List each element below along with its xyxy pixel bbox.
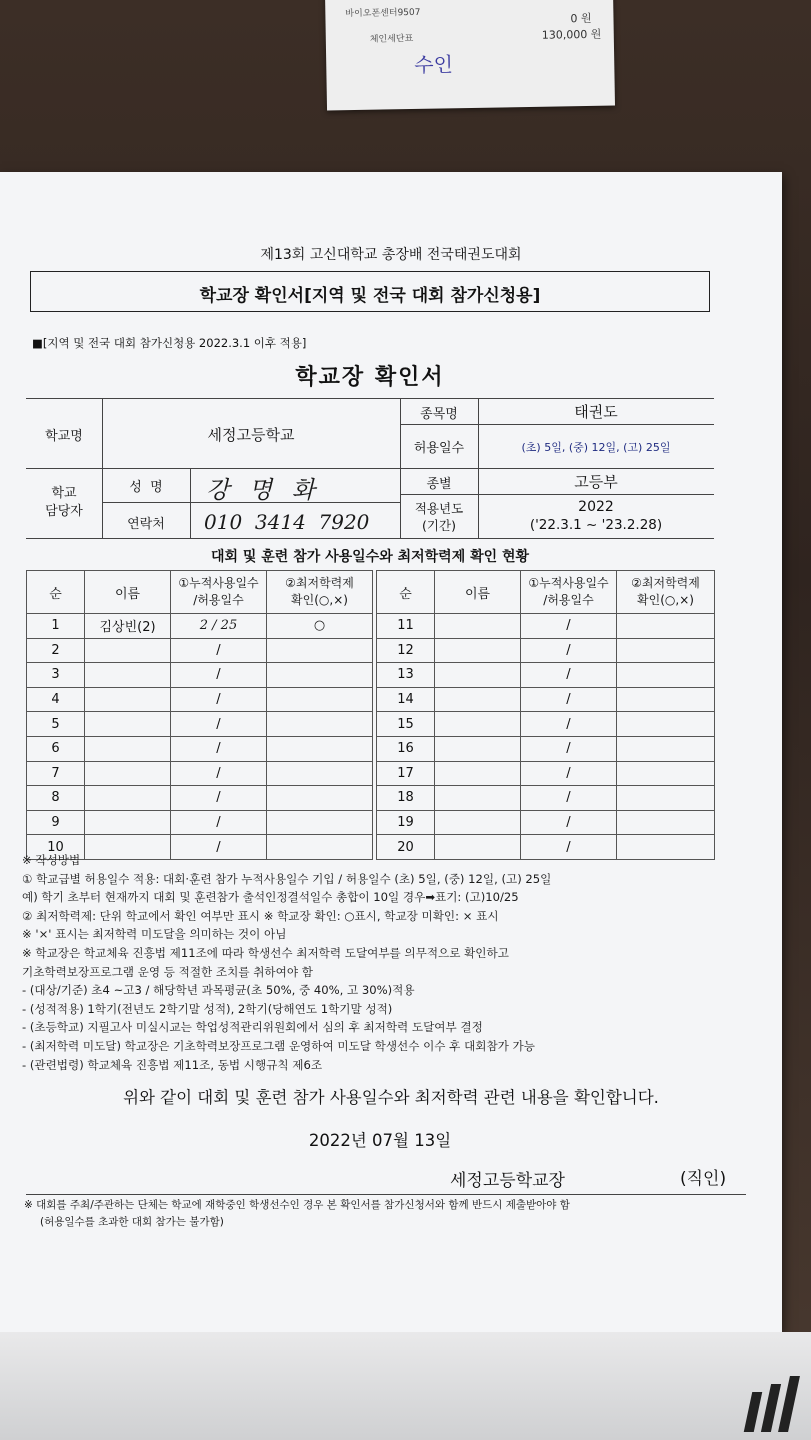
row-number: 19 (377, 810, 435, 835)
student-name (85, 663, 171, 688)
instruction-line: 기초학력보장프로그램 운영 등 적절한 조치를 취하여야 함 (22, 964, 313, 979)
name-label: 성 명 (129, 480, 163, 495)
division-value: 고등부 (574, 473, 618, 491)
academic-check (267, 736, 373, 761)
student-name (85, 835, 171, 860)
table-row (377, 835, 715, 860)
table-row (377, 736, 715, 761)
used-allowed-days: / (171, 638, 267, 663)
division-label: 종별 (426, 477, 452, 492)
table-row (27, 663, 373, 688)
row-number: 18 (377, 786, 435, 811)
student-name (85, 638, 171, 663)
period-value: ('22.3.1 ~ '23.2.28) (529, 517, 663, 533)
row-number: 7 (27, 761, 85, 786)
student-name (435, 663, 521, 688)
allowed-days-value: (초) 5일, (중) 12일, (고) 25일 (521, 441, 671, 454)
table-row (377, 810, 715, 835)
receipt-line-1: 바이오폰센터9507 (345, 7, 421, 20)
footer-note-2: (허용일수를 초과한 대회 참가는 불가함) (40, 1216, 224, 1228)
used-allowed-days: / (171, 687, 267, 712)
academic-check (267, 835, 373, 860)
col-header-days: ①누적사용일수 /허용일수 (171, 571, 267, 614)
manager-name-handwritten: 강 명 화 (206, 476, 321, 504)
used-allowed-days: / (171, 736, 267, 761)
instruction-line: - (대상/기준) 초4 ~고3 / 해당학년 과목평균(초 50%, 중 40%, 고 30%)적용 (22, 983, 415, 998)
row-number: 20 (377, 835, 435, 860)
receipt-slip (325, 0, 615, 111)
principal-name: 세정고등학교장 (450, 1171, 565, 1191)
row-number: 4 (27, 687, 85, 712)
allowed-days-label: 허용일수 (413, 441, 465, 456)
used-allowed-days: / (171, 712, 267, 737)
student-name (85, 761, 171, 786)
instruction-line: 예) 학기 초부터 현재까지 대회 및 훈련참가 출석인정결석일수 총합이 10일 경우➡표기: (고)10/25 (22, 890, 519, 905)
table-row (377, 638, 715, 663)
table-row (377, 786, 715, 811)
instruction-line: ※ 작성방법 (22, 853, 81, 867)
year-label: 적용년도 (기간) (414, 501, 464, 533)
used-allowed-days: / (521, 736, 617, 761)
academic-check (267, 687, 373, 712)
row-number: 14 (377, 687, 435, 712)
instruction-line: - (성적적용) 1학기(전년도 2학기말 성적), 2학기(당해연도 1학기말 성적) (22, 1001, 393, 1016)
table-row (377, 761, 715, 786)
table-row (377, 712, 715, 737)
academic-check (617, 638, 715, 663)
col-header-name: 이름 (85, 571, 171, 614)
used-allowed-days: / (521, 835, 617, 860)
student-name (85, 712, 171, 737)
row-number: 13 (377, 663, 435, 688)
row-number: 2 (27, 638, 85, 663)
academic-check (617, 736, 715, 761)
academic-check (617, 786, 715, 811)
used-allowed-days: / (521, 638, 617, 663)
row-number: 9 (27, 810, 85, 835)
year-value: 2022 (578, 499, 614, 515)
manager-label: 학교 담당자 (45, 486, 83, 519)
student-name (85, 810, 171, 835)
instruction-line: ② 최저학력제: 단위 학교에서 확인 여부만 표시 ※ 학교장 확인: ○표시, 학교장 미확인: × 표시 (22, 908, 499, 923)
table-row (27, 638, 373, 663)
student-name (435, 736, 521, 761)
event-value: 태권도 (574, 403, 618, 421)
col-header-no: 순 (377, 571, 435, 614)
col-header-days: ①누적사용일수 /허용일수 (521, 571, 617, 614)
academic-check (617, 687, 715, 712)
student-name (435, 835, 521, 860)
col-header-academic: ②최저학력제 확인(○,×) (617, 571, 715, 614)
table-title: 대회 및 훈련 참가 사용일수와 최저학력제 확인 현황 (210, 549, 530, 565)
student-name (435, 786, 521, 811)
instruction-line: - (최저학력 미도달) 학교장은 기초학력보장프로그램 운영하여 미도달 학생선수 이수 후 대회참가 가능 (22, 1039, 535, 1053)
used-allowed-days: / (171, 786, 267, 811)
table-row (27, 736, 373, 761)
used-allowed-days: 2 / 25 (171, 614, 267, 639)
row-number: 1 (27, 614, 85, 639)
footer-note-1: ※ 대회를 주최/주관하는 단체는 학교에 재학중인 학생선수인 경우 본 확인서를 참가신청서와 함께 반드시 제출받아야 함 (24, 1199, 570, 1211)
student-name (435, 614, 521, 639)
used-allowed-days: / (521, 687, 617, 712)
col-header-no: 순 (27, 571, 85, 614)
table-row (377, 687, 715, 712)
used-allowed-days: / (521, 663, 617, 688)
event-label: 종목명 (420, 407, 458, 422)
used-allowed-days: / (521, 786, 617, 811)
academic-check (267, 663, 373, 688)
row-number: 11 (377, 614, 435, 639)
document-page (0, 172, 782, 1332)
used-allowed-days: / (171, 835, 267, 860)
instruction-line: ① 학교급별 허용일수 적용: 대회·훈련 참가 누적사용일수 기입 / 허용일수 (초) 5일, (중) 12일, (고) 25일 (22, 871, 552, 886)
row-number: 17 (377, 761, 435, 786)
row-number: 3 (27, 663, 85, 688)
table-row (27, 614, 373, 639)
table-row (377, 663, 715, 688)
receipt-handwriting: 수인 (414, 52, 454, 77)
col-header-name: 이름 (435, 571, 521, 614)
contact-label: 연락처 (127, 517, 165, 532)
applicability-note: ■[지역 및 전국 대회 참가신청용 2022.3.1 이후 적용] (32, 336, 307, 350)
instruction-line: ※ '×' 표시는 최저학력 미도달을 의미하는 것이 아님 (22, 927, 287, 942)
contact-value-handwritten: 010 3414 7920 (204, 510, 370, 534)
student-name (435, 810, 521, 835)
used-allowed-days: / (171, 663, 267, 688)
row-number: 16 (377, 736, 435, 761)
instruction-line: - (관련법령) 학교체육 진흥법 제11조, 동법 시행규칙 제6조 (22, 1057, 323, 1072)
academic-check (617, 663, 715, 688)
student-name (435, 712, 521, 737)
row-number: 10 (27, 835, 85, 860)
table-row (27, 687, 373, 712)
row-number: 6 (27, 736, 85, 761)
table-row (377, 614, 715, 639)
academic-check (267, 786, 373, 811)
used-allowed-days: / (171, 810, 267, 835)
row-number: 15 (377, 712, 435, 737)
student-name (85, 687, 171, 712)
confirm-statement: 위와 같이 대회 및 훈련 참가 사용일수와 최저학력 관련 내용을 확인합니다. (123, 1088, 659, 1107)
student-name: 김상빈(2) (85, 614, 171, 639)
official-seal-label: (직인) (680, 1169, 727, 1189)
academic-check (617, 614, 715, 639)
receipt-line-2: 체인세단표 (369, 33, 414, 45)
instruction-line: ※ 학교장은 학교체육 진흥법 제11조에 따라 학생선수 최저학력 도달여부를 의무적으로 확인하고 (22, 946, 509, 960)
row-number: 12 (377, 638, 435, 663)
used-allowed-days: / (521, 614, 617, 639)
row-number: 8 (27, 786, 85, 811)
table-row (27, 786, 373, 811)
title-box-text: 학교장 확인서[지역 및 전국 대회 참가신청용] (199, 286, 541, 306)
academic-check (267, 761, 373, 786)
col-header-academic: ②최저학력제 확인(○,×) (267, 571, 373, 614)
academic-check (617, 761, 715, 786)
table-row (27, 810, 373, 835)
academic-check (267, 638, 373, 663)
academic-check (617, 810, 715, 835)
student-name (85, 736, 171, 761)
student-name (85, 786, 171, 811)
row-number: 5 (27, 712, 85, 737)
table-row (27, 712, 373, 737)
academic-check: ○ (267, 614, 373, 639)
title-box (30, 271, 710, 312)
student-name (435, 687, 521, 712)
academic-check (267, 712, 373, 737)
used-allowed-days: / (521, 810, 617, 835)
used-allowed-days: / (171, 761, 267, 786)
academic-check (267, 810, 373, 835)
event-title: 제13회 고신대학교 총장배 전국태권도대회 (260, 247, 522, 263)
fabric-edge (0, 1332, 811, 1440)
usage-table-left (26, 570, 373, 860)
academic-check (617, 712, 715, 737)
used-allowed-days: / (521, 712, 617, 737)
receipt-amount-1: 130,000 원 (541, 27, 602, 42)
used-allowed-days: / (521, 761, 617, 786)
receipt-amount-0: 0 원 (570, 11, 592, 26)
instruction-line: - (초등학교) 지필고사 미실시교는 학업성적관리위원회에서 심의 후 최저학력 도달여부 결정 (22, 1020, 483, 1035)
academic-check (617, 835, 715, 860)
school-label: 학교명 (45, 429, 83, 444)
table-row (27, 761, 373, 786)
school-value: 세정고등학교 (207, 426, 295, 444)
student-name (435, 761, 521, 786)
main-title: 학교장 확인서 (295, 365, 445, 390)
student-name (435, 638, 521, 663)
usage-table-right (376, 570, 715, 860)
document-date: 2022년 07월 13일 (308, 1131, 452, 1150)
